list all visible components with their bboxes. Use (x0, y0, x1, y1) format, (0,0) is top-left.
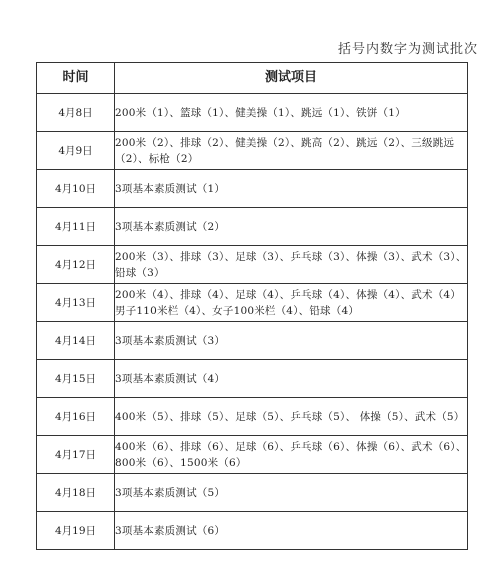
date-cell: 4月17日 (37, 436, 115, 474)
table-row (37, 246, 468, 284)
table-row (37, 132, 468, 170)
table-row (37, 398, 468, 436)
date-cell: 4月15日 (37, 360, 115, 398)
date-cell: 4月8日 (37, 94, 115, 132)
items-cell: 200米（1）、篮球（1）、健美操（1）、跳远（1）、铁饼（1） (115, 94, 468, 132)
table-header-row (37, 63, 468, 94)
items-cell: 200米（4）、排球（4）、足球（4）、乒乓球（4）、体操（4）、武术（4）男子110米栏（4）、女子100米栏（4）、铅球（4） (115, 284, 468, 322)
batch-note: 括号内数字为测试批次 (337, 42, 478, 57)
items-cell: 400米（5）、排球（5）、足球（5）、乒乓球（5）、 体操（5）、武术（5） (115, 398, 468, 436)
items-cell: 3项基本素质测试（1） (115, 170, 468, 208)
date-cell: 4月9日 (37, 132, 115, 170)
date-cell: 4月11日 (37, 208, 115, 246)
table-row (37, 170, 468, 208)
items-cell: 3项基本素质测试（6） (115, 512, 468, 550)
date-cell: 4月12日 (37, 246, 115, 284)
table-row (37, 322, 468, 360)
items-cell: 400米（6）、排球（6）、足球（6）、乒乓球（6）、体操（6）、武术（6）、800米（6）、1500米（6） (115, 436, 468, 474)
date-cell: 4月16日 (37, 398, 115, 436)
table-row (37, 474, 468, 512)
test-schedule-table (36, 62, 468, 550)
table-row (37, 512, 468, 550)
header-test-items: 测试项目 (115, 63, 468, 94)
items-cell: 200米（3）、排球（3）、足球（3）、乒乓球（3）、体操（3）、武术（3）、铅球（3） (115, 246, 468, 284)
items-cell: 3项基本素质测试（4） (115, 360, 468, 398)
items-cell: 3项基本素质测试（5） (115, 474, 468, 512)
date-cell: 4月13日 (37, 284, 115, 322)
items-cell: 3项基本素质测试（3） (115, 322, 468, 360)
table-row (37, 360, 468, 398)
table-row (37, 94, 468, 132)
table-row (37, 208, 468, 246)
items-cell: 200米（2）、排球（2）、健美操（2）、跳高（2）、跳远（2）、三级跳远（2）、标枪（2） (115, 132, 468, 170)
date-cell: 4月18日 (37, 474, 115, 512)
date-cell: 4月19日 (37, 512, 115, 550)
header-time: 时间 (37, 63, 115, 94)
table-row (37, 284, 468, 322)
table-row (37, 436, 468, 474)
items-cell: 3项基本素质测试（2） (115, 208, 468, 246)
date-cell: 4月14日 (37, 322, 115, 360)
date-cell: 4月10日 (37, 170, 115, 208)
